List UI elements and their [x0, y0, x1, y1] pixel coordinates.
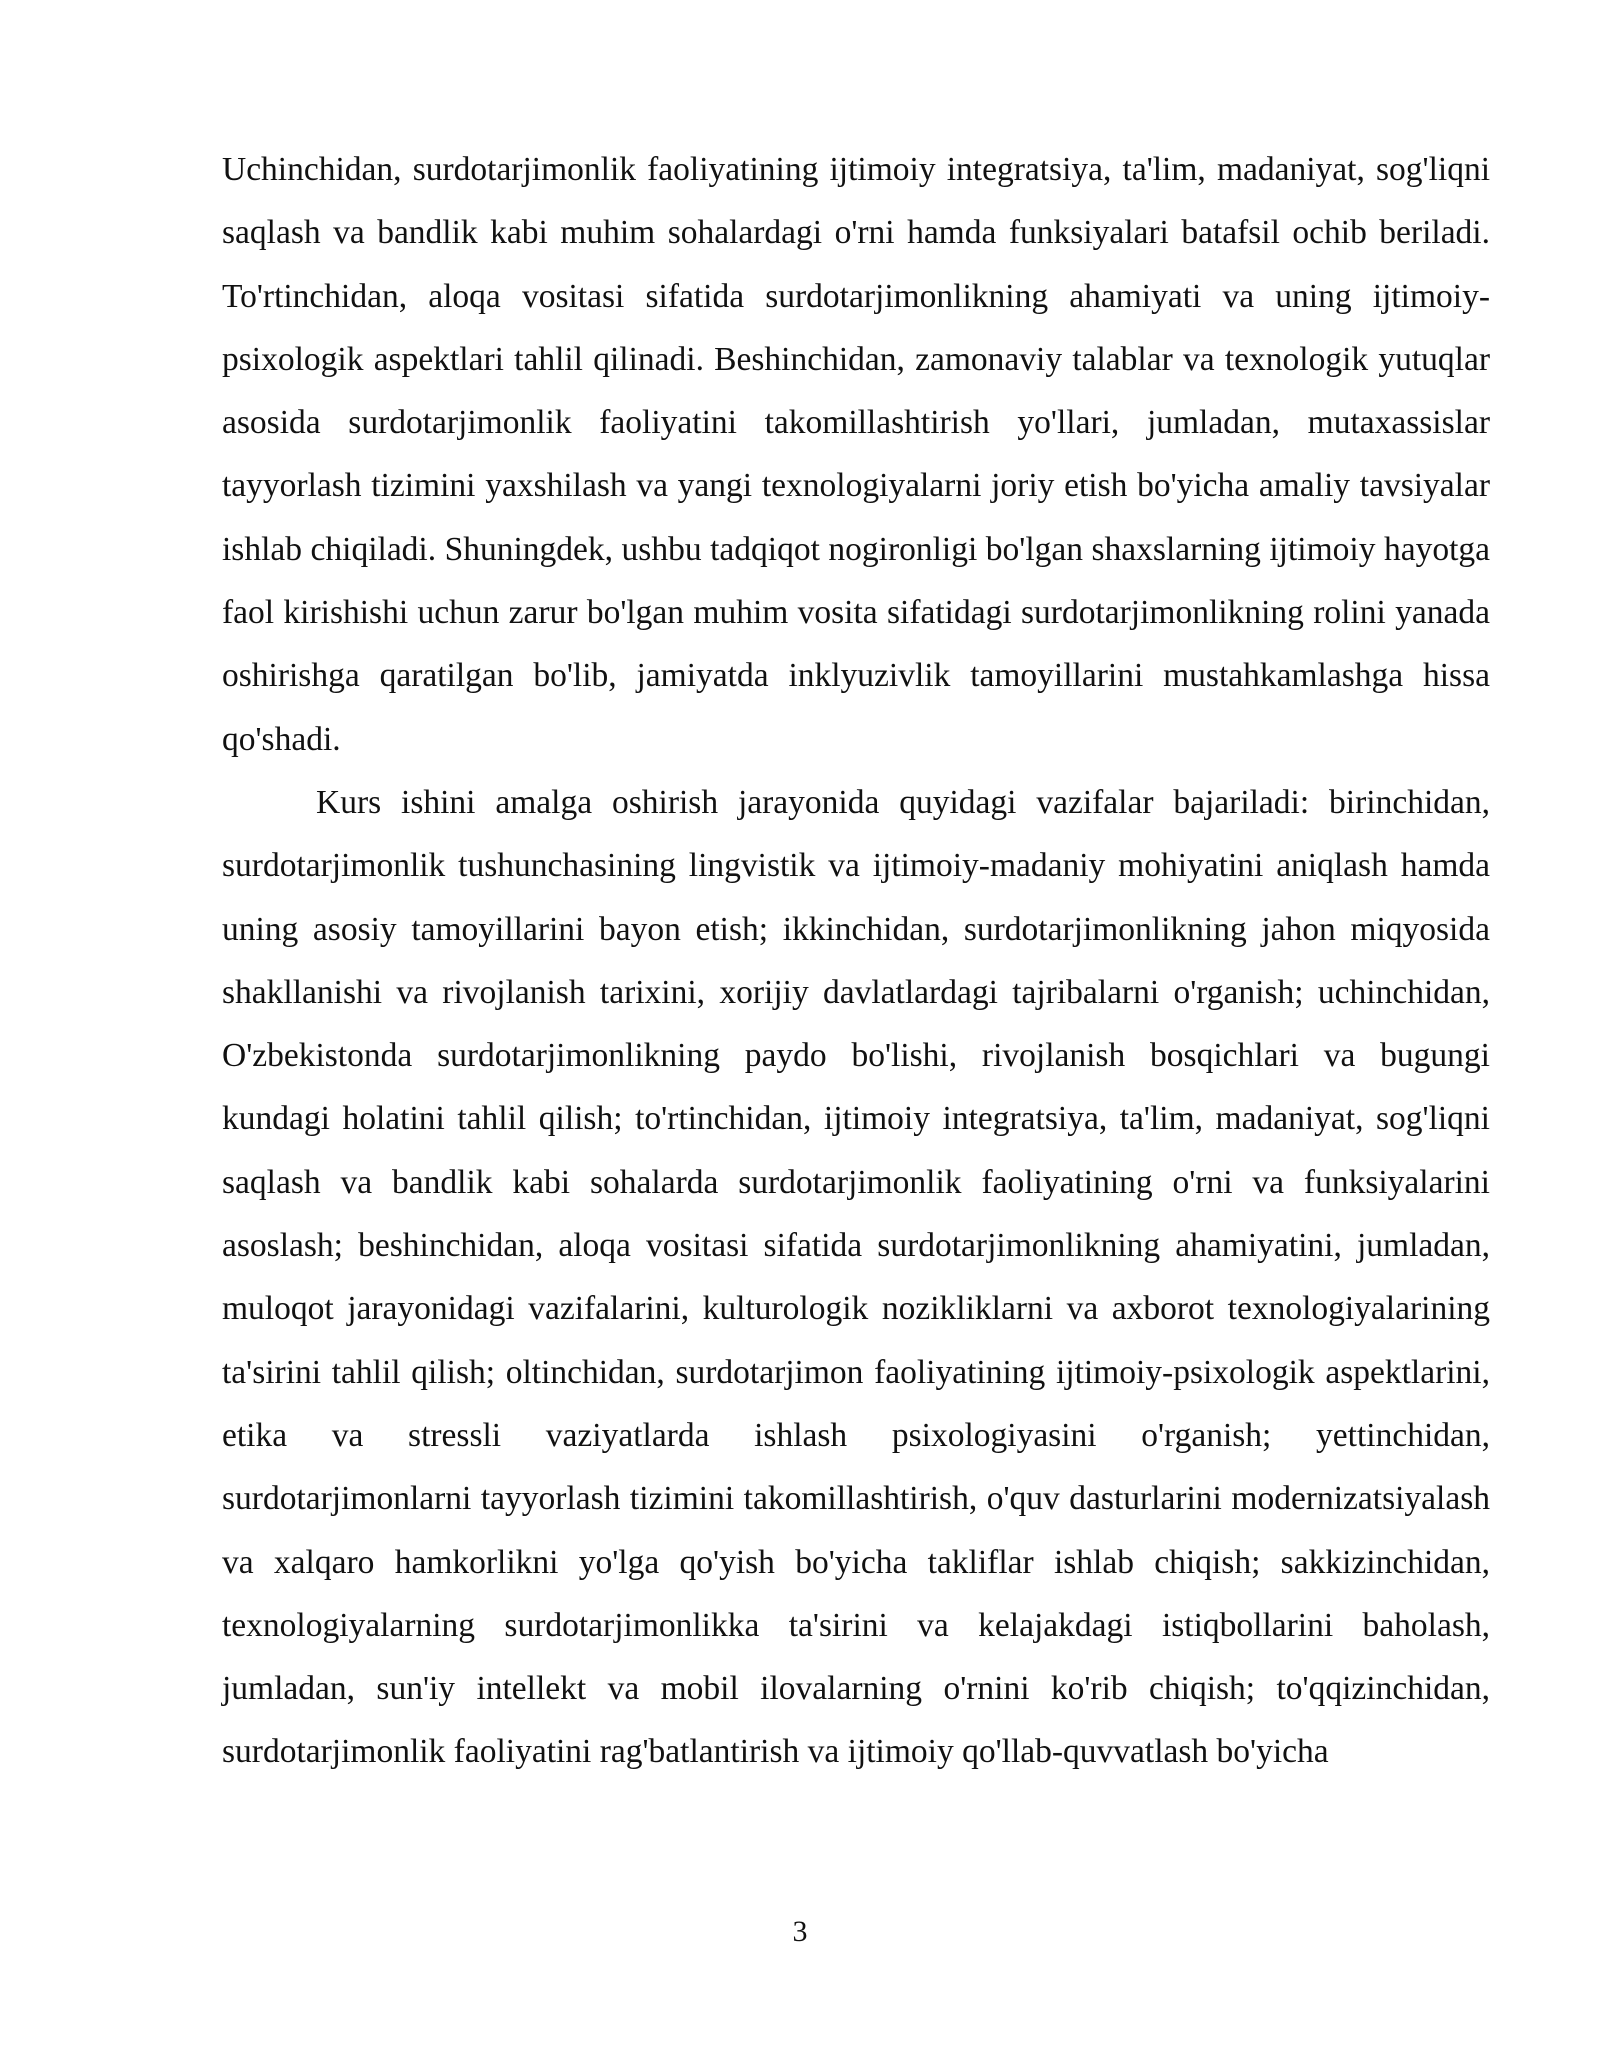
paragraph-2: Kurs ishini amalga oshirish jarayonida quyidagi vazifalar bajariladi: birinchidan, surdotarjimonlik tushunchasining lingvistik va ijtimoiy-madaniy mohiyatini aniqlash hamda uning asosiy tamoyillarini bayon etish; ikkinchidan, surdotarjimonlikning jahon miqyosida shakllanishi va rivojlanish tarixini, xorijiy davlatlardagi tajribalarni o'rganish; uchinchidan, O'zbekistonda surdotarjimonlikning paydo bo'lishi, rivojlanish bosqichlari va bugungi kundagi holatini tahlil qilish; to'rtinchidan, ijtimoiy integratsiya, ta'lim, madaniyat, sog'liqni saqlash va bandlik kabi sohalarda surdotarjimonlik faoliyatining o'rni va funksiyalarini asoslash; beshinchidan, aloqa vositasi sifatida surdotarjimonlikning ahamiyatini, jumladan, muloqot jarayonidagi vazifalarini, kulturologik nozikliklarni va axborot texnologiyalarining ta'sirini tahlil qilish; oltinchidan, surdotarjimon faoliyatining ijtimoiy-psixologik aspektlarini, etika va stressli vaziyatlarda ishlash psixologiyasini o'rganish; yettinchidan, surdotarjimonlarni tayyorlash tizimini takomillashtirish, o'quv dasturlarini modernizatsiyalash va xalqaro hamkorlikni yo'lga qo'yish bo'yicha takliflar ishlab chiqish; sakkizinchidan, texnologiyalarning surdotarjimonlikka ta'sirini va kelajakdagi istiqbollarini baholash, jumladan, sun'iy intellekt va mobil ilovalarning o'rnini ko'rib chiqish; to'qqizinchidan, surdotarjimonlik faoliyatini rag'batlantirish va ijtimoiy qo'llab-quvvatlash bo'yicha	[222, 783, 1490, 1771]
body-text	[222, 138, 1490, 1784]
page-number: 3	[792, 1915, 808, 1948]
paragraph-1: Uchinchidan, surdotarjimonlik faoliyatining ijtimoiy integratsiya, ta'lim, madaniyat, sog'liqni saqlash va bandlik kabi muhim sohalardagi o'rni hamda funksiyalari batafsil ochib beriladi. To'rtinchidan, aloqa vositasi sifatida surdotarjimonlikning ahamiyati va uning ijtimoiy-psixologik aspektlari tahlil qilinadi. Beshinchidan, zamonaviy talablar va texnologik yutuqlar asosida surdotarjimonlik faoliyatini takomillashtirish yo'llari, jumladan, mutaxassislar tayyorlash tizimini yaxshilash va yangi texnologiyalarni joriy etish bo'yicha amaliy tavsiyalar ishlab chiqiladi. Shuningdek, ushbu tadqiqot nogironligi bo'lgan shaxslarning ijtimoiy hayotga faol kirishishi uchun zarur bo'lgan muhim vosita sifatidagi surdotarjimonlikning rolini yanada oshirishga qaratilgan bo'lib, jamiyatda inklyuzivlik tamoyillarini mustahkamlashga hissa qo'shadi.	[222, 151, 1490, 758]
